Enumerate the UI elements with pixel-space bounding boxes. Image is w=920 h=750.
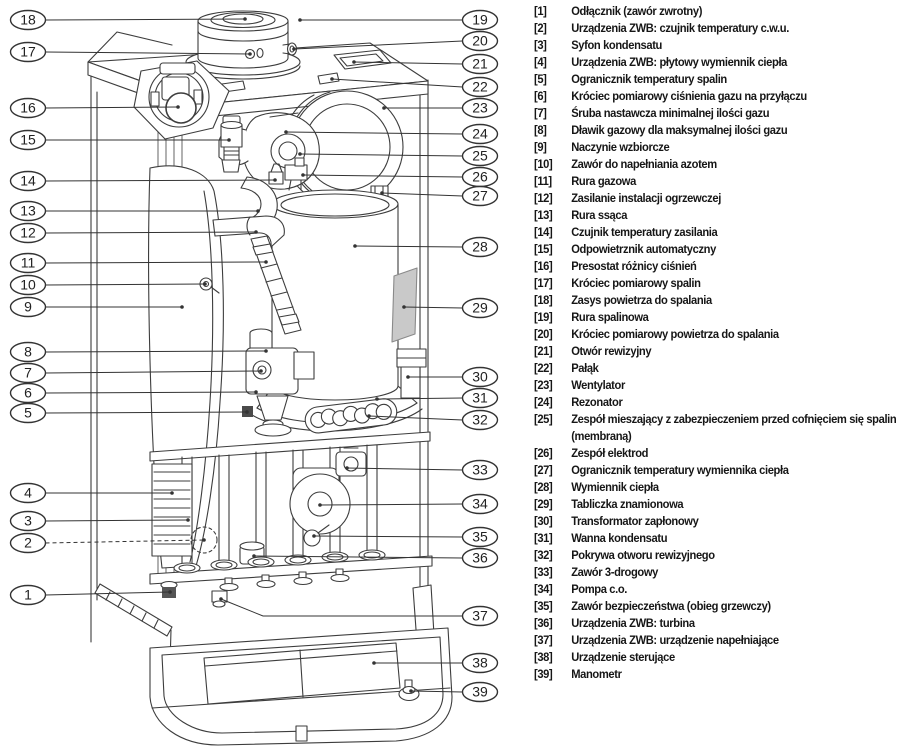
- callout-number-20: 20: [472, 32, 488, 49]
- legend-item-number: [32]: [534, 548, 553, 562]
- legend-item: [534, 122, 899, 139]
- legend-item-number: [38]: [534, 650, 553, 664]
- legend-item: [534, 258, 899, 275]
- legend-item-label: Zawór bezpieczeństwa (obieg grzewczy): [571, 599, 771, 613]
- legend-item-number: [1]: [534, 4, 547, 18]
- legend-item-label: Urządzenia ZWB: czujnik temperatury c.w.u.: [571, 21, 789, 35]
- leader-line-8: [46, 351, 267, 352]
- legend-item-number: [24]: [534, 395, 553, 409]
- filling-device: [161, 582, 227, 608]
- legend-item-label: Presostat różnicy ciśnień: [571, 259, 697, 273]
- callout-number-1: 1: [24, 586, 32, 603]
- legend-item: [534, 207, 899, 224]
- leader-dot-24: [284, 130, 288, 134]
- legend-item-number: [34]: [534, 582, 553, 596]
- legend-item: [534, 649, 899, 666]
- legend-item-label: Otwór rewizyjny: [571, 344, 652, 358]
- legend-item-number: [26]: [534, 446, 553, 460]
- legend-item-number: [12]: [534, 191, 553, 205]
- callout-number-28: 28: [472, 238, 488, 255]
- leader-dot-10: [203, 282, 207, 286]
- leader-dot-39: [409, 689, 413, 693]
- callout-number-29: 29: [472, 299, 488, 316]
- leader-dot-38: [372, 661, 376, 665]
- legend-item-number: [14]: [534, 225, 553, 239]
- legend-item-number: [17]: [534, 276, 553, 290]
- legend-item-number: [27]: [534, 463, 553, 477]
- legend-item-label: Tabliczka znamionowa: [571, 497, 684, 511]
- leader-dot-37: [219, 597, 223, 601]
- legend-item: [534, 224, 899, 241]
- callout-number-13: 13: [20, 202, 36, 219]
- legend-item-number: [21]: [534, 344, 553, 358]
- legend-list: [534, 3, 899, 683]
- legend-item-number: [18]: [534, 293, 553, 307]
- legend-item-label: Odłącznik (zawór zwrotny): [571, 4, 703, 18]
- legend-item: [534, 530, 899, 547]
- legend-item-number: [19]: [534, 310, 553, 324]
- leader-dot-32: [367, 414, 371, 418]
- legend-item-label: Naczynie wzbiorcze: [571, 140, 670, 154]
- legend-item-number: [20]: [534, 327, 553, 341]
- legend-item-number: [8]: [534, 123, 547, 137]
- legend-item-label: Rura spalinowa: [571, 310, 649, 324]
- legend-item-label: Transformator zapłonowy: [571, 514, 699, 528]
- legend-item: [534, 292, 899, 309]
- legend-item: [534, 343, 899, 360]
- legend-item-label: Ogranicznik temperatury spalin: [571, 72, 727, 86]
- legend-item-number: [3]: [534, 38, 547, 52]
- legend-item-number: [16]: [534, 259, 553, 273]
- leader-dot-27: [380, 191, 384, 195]
- leader-dot-35: [312, 534, 316, 538]
- ignition-transformer: [397, 349, 426, 398]
- callout-number-9: 9: [24, 298, 32, 315]
- callout-number-22: 22: [472, 78, 488, 95]
- leader-dot-6: [254, 390, 258, 394]
- air-vent: [221, 116, 242, 172]
- legend-item: [534, 411, 899, 445]
- legend-item: [534, 564, 899, 581]
- legend-item: [534, 275, 899, 292]
- leader-dot-36: [252, 554, 256, 558]
- callout-number-6: 6: [24, 384, 32, 401]
- callout-number-30: 30: [472, 368, 488, 385]
- leader-dot-2: [202, 538, 206, 542]
- legend-item-number: [11]: [534, 174, 552, 188]
- legend-item: [534, 598, 899, 615]
- legend-item-label: Pompa c.o.: [571, 582, 628, 596]
- callout-number-35: 35: [472, 528, 488, 545]
- callout-number-18: 18: [20, 11, 36, 28]
- leader-dot-33: [345, 466, 349, 470]
- legend-item-number: [29]: [534, 497, 553, 511]
- leader-dot-17: [248, 52, 252, 56]
- callout-number-10: 10: [20, 276, 36, 293]
- legend-item-number: [10]: [534, 157, 553, 171]
- callout-number-37: 37: [472, 607, 488, 624]
- callout-number-11: 11: [20, 254, 36, 271]
- legend-item: [534, 190, 899, 207]
- legend-item-label: Syfon kondensatu: [571, 38, 662, 52]
- leader-dot-26: [301, 173, 305, 177]
- legend-item-label: Zawór 3-drogowy: [571, 565, 659, 579]
- legend-item: [534, 394, 899, 411]
- callout-number-31: 31: [472, 389, 488, 406]
- legend-item-label: Manometr: [571, 667, 622, 681]
- callout-number-25: 25: [472, 147, 488, 164]
- leader-dot-18: [243, 17, 247, 21]
- leader-line-11: [46, 262, 267, 263]
- leader-dot-11: [264, 260, 268, 264]
- legend-item: [534, 581, 899, 598]
- plate-heat-exchanger: [152, 464, 192, 556]
- legend-item-number: [5]: [534, 72, 547, 86]
- legend-item-label: Zawór do napełniania azotem: [571, 157, 717, 171]
- legend-item-label: Urządzenia ZWB: płytowy wymiennik ciepła: [571, 55, 788, 69]
- leader-line-28: [355, 246, 463, 247]
- leader-dot-5: [245, 410, 249, 414]
- leader-dot-12: [254, 230, 258, 234]
- callout-number-12: 12: [20, 224, 36, 241]
- leader-dot-16: [176, 105, 180, 109]
- callout-number-34: 34: [472, 495, 488, 512]
- legend-item-label: Króciec pomiarowy ciśnienia gazu na przyłączu: [571, 89, 807, 103]
- legend: [534, 3, 899, 683]
- legend-item-label: Wentylator: [571, 378, 625, 392]
- callout-number-33: 33: [472, 461, 488, 478]
- leader-dot-1: [168, 590, 172, 594]
- legend-item-number: [33]: [534, 565, 553, 579]
- legend-item-number: [25]: [534, 412, 553, 426]
- legend-item-label: Śruba nastawcza minimalnej ilości gazu: [571, 106, 770, 120]
- legend-item: [534, 326, 899, 343]
- leader-line-31: [377, 398, 463, 399]
- legend-item-label: Czujnik temperatury zasilania: [571, 225, 718, 239]
- legend-item: [534, 54, 899, 71]
- callout-number-39: 39: [472, 683, 488, 700]
- legend-item-label: Zespół elektrod: [571, 446, 649, 460]
- legend-item-label: Ogranicznik temperatury wymiennika ciepła: [571, 463, 789, 477]
- legend-item: [534, 445, 899, 462]
- leader-dot-23: [382, 106, 386, 110]
- legend-item: [534, 547, 899, 564]
- legend-item: [534, 632, 899, 649]
- legend-item-number: [7]: [534, 106, 547, 120]
- callout-number-32: 32: [472, 411, 488, 428]
- legend-item: [534, 360, 899, 377]
- legend-item: [534, 377, 899, 394]
- callout-number-19: 19: [472, 11, 488, 28]
- callout-number-36: 36: [472, 549, 488, 566]
- leader-dot-30: [406, 375, 410, 379]
- leader-line-6: [46, 392, 257, 393]
- callout-number-7: 7: [24, 364, 32, 381]
- leader-dot-21: [352, 60, 356, 64]
- legend-item: [534, 20, 899, 37]
- callout-number-5: 5: [24, 404, 32, 421]
- callout-number-24: 24: [472, 125, 488, 142]
- legend-item-label: Rezonator: [571, 395, 623, 409]
- callout-number-3: 3: [24, 512, 32, 529]
- legend-item: [534, 71, 899, 88]
- legend-item-label: Urządzenia ZWB: turbina: [571, 616, 695, 630]
- leader-dot-13: [256, 209, 260, 213]
- leader-dot-34: [318, 503, 322, 507]
- legend-item-number: [36]: [534, 616, 553, 630]
- leader-line-35: [314, 536, 463, 537]
- leader-dot-8: [264, 349, 268, 353]
- leader-dot-28: [353, 244, 357, 248]
- rating-plate: [392, 268, 417, 342]
- legend-item: [534, 37, 899, 54]
- legend-item-number: [39]: [534, 667, 553, 681]
- legend-item: [534, 615, 899, 632]
- callout-number-23: 23: [472, 99, 488, 116]
- legend-item: [534, 156, 899, 173]
- legend-item-label: Rura gazowa: [571, 174, 636, 188]
- inspection-strip: [304, 397, 398, 434]
- legend-item-label: Króciec pomiarowy spalin: [571, 276, 701, 290]
- legend-item-number: [22]: [534, 361, 553, 375]
- callout-number-27: 27: [472, 187, 488, 204]
- legend-item-number: [2]: [534, 21, 547, 35]
- callout-number-17: 17: [20, 43, 36, 60]
- callout-number-21: 21: [472, 55, 488, 72]
- leader-dot-19: [298, 18, 302, 22]
- legend-item-label: Odpowietrznik automatyczny: [571, 242, 716, 256]
- legend-item-label: Króciec pomiarowy powietrza do spalania: [571, 327, 779, 341]
- legend-item-number: [15]: [534, 242, 553, 256]
- legend-item: [534, 479, 899, 496]
- callout-number-38: 38: [472, 654, 488, 671]
- legend-item-number: [37]: [534, 633, 553, 647]
- legend-item-label: Pałąk: [571, 361, 599, 375]
- legend-item-number: [4]: [534, 55, 547, 69]
- leader-dot-25: [298, 152, 302, 156]
- legend-item: [534, 173, 899, 190]
- leader-dot-9: [180, 305, 184, 309]
- callout-number-15: 15: [20, 131, 36, 148]
- gas-valve: [242, 329, 314, 436]
- legend-item: [534, 105, 899, 122]
- legend-item: [534, 666, 899, 683]
- leader-line-27: [382, 193, 463, 196]
- legend-item-label: Pokrywa otworu rewizyjnego: [571, 548, 715, 562]
- legend-item-label: Zespół mieszający z zabezpieczeniem przed cofnięciem się spalin (membraną): [571, 412, 897, 443]
- callout-number-16: 16: [20, 99, 36, 116]
- legend-item: [534, 139, 899, 156]
- legend-item: [534, 241, 899, 258]
- legend-item-label: Zasys powietrza do spalania: [571, 293, 712, 307]
- leader-dot-15: [227, 138, 231, 142]
- leader-dot-20: [292, 47, 296, 51]
- legend-item: [534, 3, 899, 20]
- legend-item-label: Dławik gazowy dla maksymalnej ilości gazu: [571, 123, 788, 137]
- legend-item: [534, 88, 899, 105]
- legend-item-number: [23]: [534, 378, 553, 392]
- control-drawer: [95, 584, 452, 745]
- legend-item-number: [6]: [534, 89, 547, 103]
- legend-item-label: Wanna kondensatu: [571, 531, 668, 545]
- leader-dot-29: [402, 305, 406, 309]
- boiler-artwork: [88, 11, 452, 745]
- legend-item: [534, 309, 899, 326]
- callout-number-4: 4: [24, 484, 32, 501]
- leader-dot-7: [259, 369, 263, 373]
- leader-line-14: [46, 180, 276, 181]
- legend-item-number: [35]: [534, 599, 553, 613]
- legend-item-number: [28]: [534, 480, 553, 494]
- legend-item-label: Zasilanie instalacji ogrzewczej: [571, 191, 721, 205]
- legend-item-number: [9]: [534, 140, 547, 154]
- leader-dot-4: [170, 491, 174, 495]
- callout-number-2: 2: [24, 534, 32, 551]
- legend-item-label: Urządzenia ZWB: urządzenie napełniające: [571, 633, 779, 647]
- legend-item-number: [13]: [534, 208, 553, 222]
- leader-dot-31: [375, 397, 379, 401]
- callout-number-8: 8: [24, 343, 32, 360]
- legend-item-label: Urządzenie sterujące: [571, 650, 675, 664]
- legend-item-label: Wymiennik ciepła: [571, 480, 659, 494]
- legend-item-number: [30]: [534, 514, 553, 528]
- legend-item-number: [31]: [534, 531, 553, 545]
- leader-dot-3: [186, 518, 190, 522]
- callout-number-26: 26: [472, 168, 488, 185]
- legend-item: [534, 462, 899, 479]
- legend-item: [534, 513, 899, 530]
- leader-dot-14: [273, 178, 277, 182]
- leader-dot-22: [330, 77, 334, 81]
- legend-item: [534, 496, 899, 513]
- callout-number-14: 14: [20, 172, 36, 189]
- legend-item-label: Rura ssąca: [571, 208, 628, 222]
